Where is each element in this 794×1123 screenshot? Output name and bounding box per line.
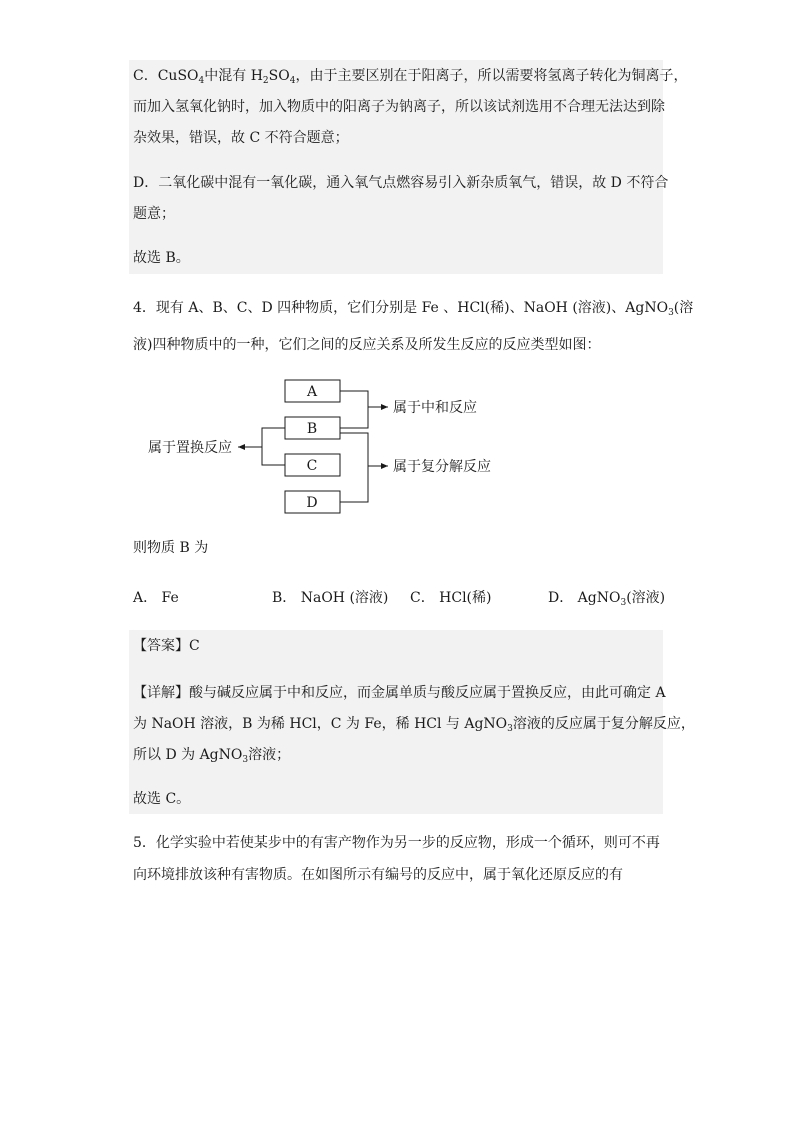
box-a-label: A	[306, 384, 318, 400]
bracket-double-decomp	[340, 433, 368, 502]
option-b[interactable]: B． NaOH (溶液)	[272, 590, 389, 606]
option-d-explanation-line2: 题意；	[133, 206, 175, 222]
text: (溶	[673, 300, 694, 316]
conclusion-q4: 故选 C。	[133, 791, 191, 807]
detail-line2	[133, 714, 695, 739]
bracket-displacement	[262, 428, 285, 465]
text: C．CuSO	[133, 68, 199, 84]
answer-shade-top	[129, 60, 663, 274]
text: (溶液)	[626, 590, 666, 606]
option-c[interactable]: C． HCl(稀)	[410, 590, 492, 606]
option-d-explanation-line1: D．二氧化碳中混有一氧化碳，通入氧气点燃容易引入新杂质氧气，错误，故 D 不符合	[133, 175, 669, 191]
box-b	[285, 417, 340, 439]
option-c-explanation-line3: 杂效果，错误，故 C 不符合题意；	[133, 130, 349, 146]
box-d-label: D	[306, 495, 318, 511]
text: ，由于主要区别在于阳离子，所以需要将氢离子转化为铜离子，	[295, 68, 688, 84]
subscript: 3	[620, 598, 627, 608]
subscript: 3	[507, 724, 513, 734]
option-c-explanation-line2: 而加入氢氧化钠时，加入物质中的阳离子为钠离子，所以该试剂选用不合理无法达到除	[133, 99, 665, 115]
box-c	[285, 454, 340, 476]
conclusion-q3: 故选 B。	[133, 250, 190, 266]
label-neutralization: 属于中和反应	[393, 400, 477, 416]
text: SO	[268, 68, 290, 84]
bracket-neutralization	[340, 391, 368, 428]
text: 为 NaOH 溶液，B 为稀 HCl，C 为 Fe，稀 HCl 与 AgNO	[133, 716, 508, 732]
option-d[interactable]	[548, 588, 665, 613]
subscript: 3	[242, 755, 249, 765]
subscript: 4	[289, 76, 296, 86]
label-double-decomp: 属于复分解反应	[393, 459, 491, 475]
text: 溶液；	[248, 747, 291, 763]
detail-line3	[133, 745, 290, 770]
text: 溶液的反应属于复分解反应，	[512, 716, 695, 732]
label-displacement: 属于置换反应	[148, 440, 232, 456]
subscript: 2	[262, 76, 269, 86]
question4-line1	[133, 298, 693, 323]
box-c-label: C	[306, 458, 318, 474]
box-d	[285, 491, 340, 513]
box-b-label: B	[306, 421, 318, 437]
text: 中混有 H	[204, 68, 263, 84]
text: 所以 D 为 AgNO	[133, 747, 243, 763]
question5-line1: 5．化学实验中若使某步中的有害产物作为另一步的反应物，形成一个循环，则可不再	[133, 835, 660, 851]
text: D． AgNO	[548, 590, 621, 606]
question4-stem: 则物质 B 为	[133, 540, 209, 556]
answer-label: 【答案】C	[133, 638, 200, 654]
question5-line2: 向环境排放该种有害物质。在如图所示有编号的反应中，属于氧化还原反应的有	[133, 867, 623, 883]
option-c-explanation-line1	[133, 66, 687, 91]
subscript: 3	[668, 308, 674, 318]
question4-line2: 液)四种物质中的一种，它们之间的反应关系及所发生反应的反应类型如图：	[133, 337, 601, 353]
subscript: 4	[198, 76, 205, 86]
option-a[interactable]: A． Fe	[133, 590, 179, 606]
box-a	[285, 380, 340, 402]
detail-line1: 【详解】酸与碱反应属于中和反应，而金属单质与酸反应属于置换反应，由此可确定 A	[133, 685, 666, 701]
text: 4．现有 A、B、C、D 四种物质，它们分别是 Fe 、HCl(稀)、NaOH (溶液)、AgNO	[133, 300, 669, 316]
